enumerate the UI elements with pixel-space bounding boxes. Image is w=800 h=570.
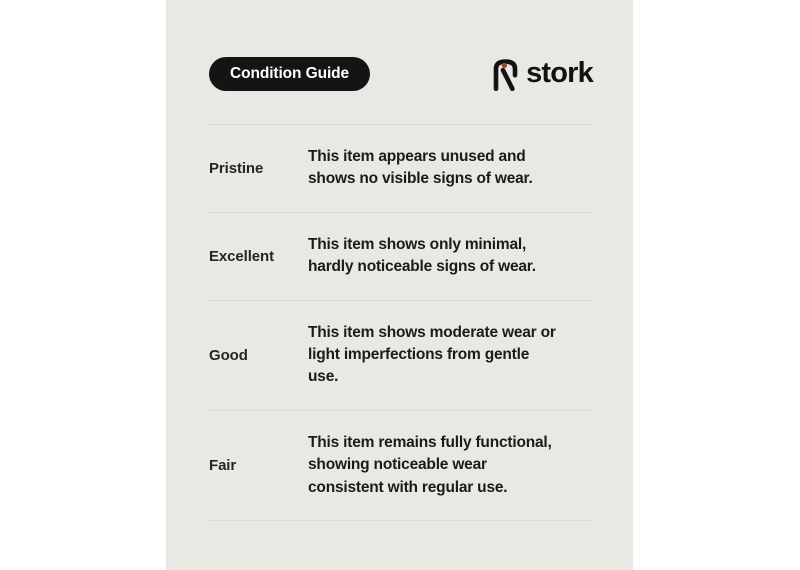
condition-row-excellent [209, 212, 593, 300]
brand-wordmark: stork [526, 56, 593, 89]
condition-label: Pristine [209, 159, 264, 177]
condition-description: This item remains fully functional, showing noticeable wear consistent with regular use. [308, 433, 552, 496]
condition-label: Excellent [209, 247, 274, 265]
condition-label: Fair [209, 456, 237, 474]
conditions-table [209, 124, 593, 521]
stork-logo-icon [492, 58, 519, 91]
condition-label: Good [209, 346, 248, 364]
condition-guide-badge: Condition Guide [209, 57, 370, 91]
condition-row-fair [209, 410, 593, 520]
condition-guide-card [166, 0, 633, 570]
condition-row-pristine [209, 124, 593, 212]
condition-row-good [209, 300, 593, 410]
stork-logo [492, 58, 593, 91]
condition-description: This item appears unused and shows no visible signs of wear. [308, 148, 533, 188]
card-header [209, 57, 593, 91]
condition-description: This item shows moderate wear or light imperfections from gentle use. [308, 323, 556, 386]
condition-description: This item shows only minimal, hardly noticeable signs of wear. [308, 235, 536, 276]
bottom-divider [209, 520, 593, 521]
